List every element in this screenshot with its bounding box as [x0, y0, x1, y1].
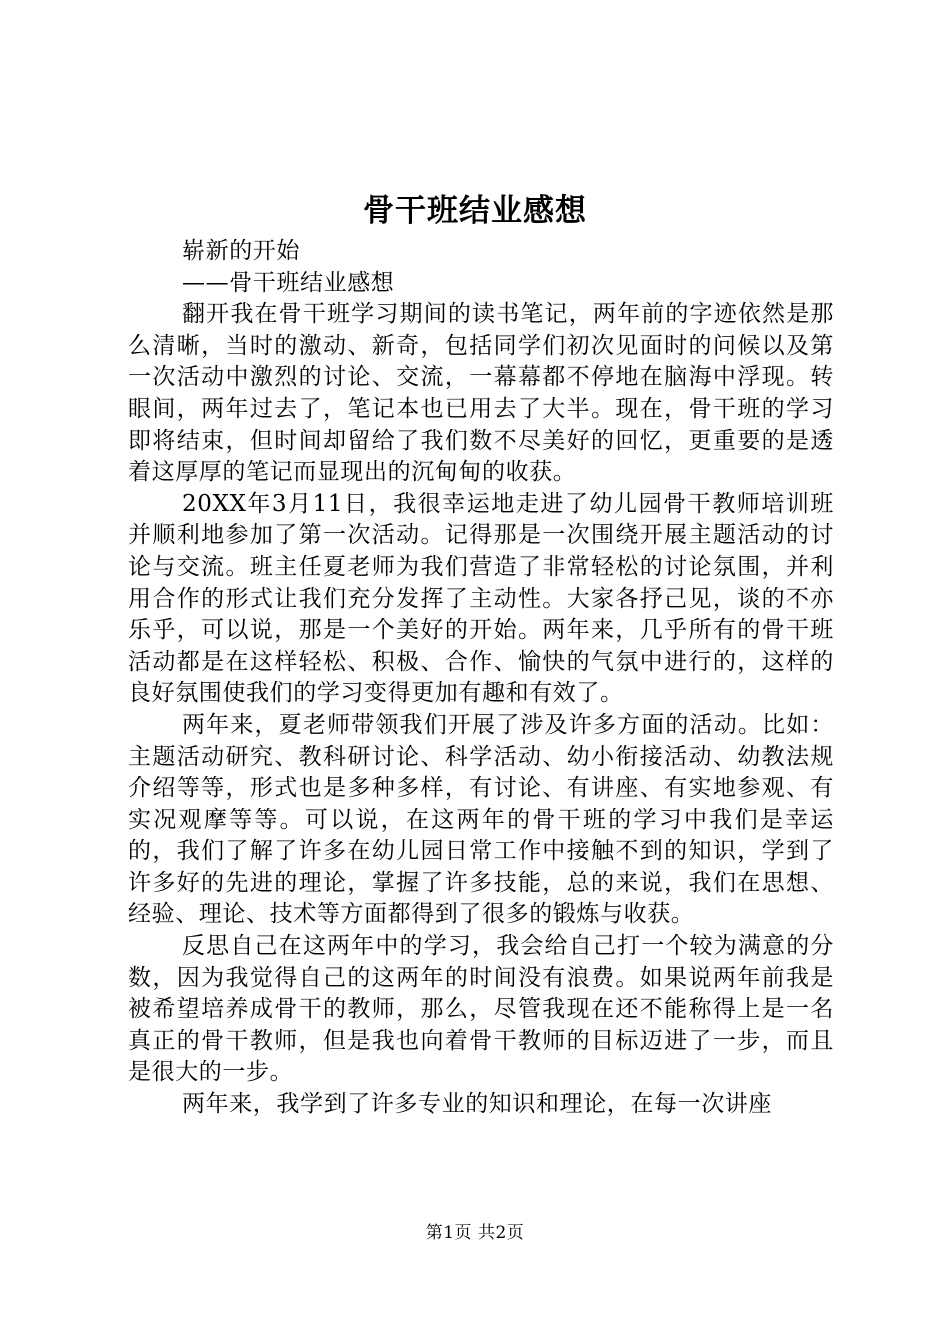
paragraph-4: 反思自己在这两年中的学习，我会给自己打一个较为满意的分数，因为我觉得自己的这两年的时间没有浪费。如果说两年前我是被希望培养成骨干的教师，那么，尽管我现在还不能称得上是一名真正的骨干教师，但是我也向着骨干教师的目标迈进了一步，而且是很大的一步。	[128, 933, 834, 1086]
paragraph-1: 翻开我在骨干班学习期间的读书笔记，两年前的字迹依然是那么清晰，当时的激动、新奇，包括同学们初次见面时的问候以及第一次活动中激烈的讨论、交流，一幕幕都不停地在脑海中浮现。转眼间，两年过去了，笔记本也已用去了大半。现在，骨干班的学习即将结束，但时间却留给了我们数不尽美好的回忆，更重要的是透着这厚厚的笔记而显现出的沉甸甸的收获。	[128, 301, 834, 486]
subtitle-line-1: 崭新的开始	[182, 238, 300, 264]
page-footer: 第1页 共2页	[425, 1223, 525, 1243]
subtitle-line-2: ——骨干班结业感想	[182, 269, 395, 296]
paragraph-5: 两年来，我学到了许多专业的知识和理论，在每一次讲座	[182, 1091, 772, 1118]
paragraph-3: 两年来，夏老师带领我们开展了涉及许多方面的活动。比如：主题活动研究、教科研讨论、科学活动、幼小衔接活动、幼教法规介绍等等，形式也是多种多样，有讨论、有讲座、有实地参观、有实况观摩等等。可以说，在这两年的骨干班的学习中我们是幸运的，我们了解了许多在幼儿园日常工作中接触不到的知识，学到了许多好的先进的理论，掌握了许多技能，总的来说，我们在思想、经验、理论、技术等方面都得到了很多的锻炼与收获。	[128, 711, 834, 928]
document-body	[128, 236, 834, 1121]
document-title: 骨干班结业感想	[363, 193, 587, 229]
paragraph-2: 20XX年3月11日，我很幸运地走进了幼儿园骨干教师培训班并顺利地参加了第一次活动。记得那是一次围绕开展主题活动的讨论与交流。班主任夏老师为我们营造了非常轻松的讨论氛围，并利用合作的形式让我们充分发挥了主动性。大家各抒己见，谈的不亦乐乎，可以说，那是一个美好的开始。两年来，几乎所有的骨干班活动都是在这样轻松、积极、合作、愉快的气氛中进行的，这样的良好氛围使我们的学习变得更加有趣和有效了。	[128, 490, 834, 707]
